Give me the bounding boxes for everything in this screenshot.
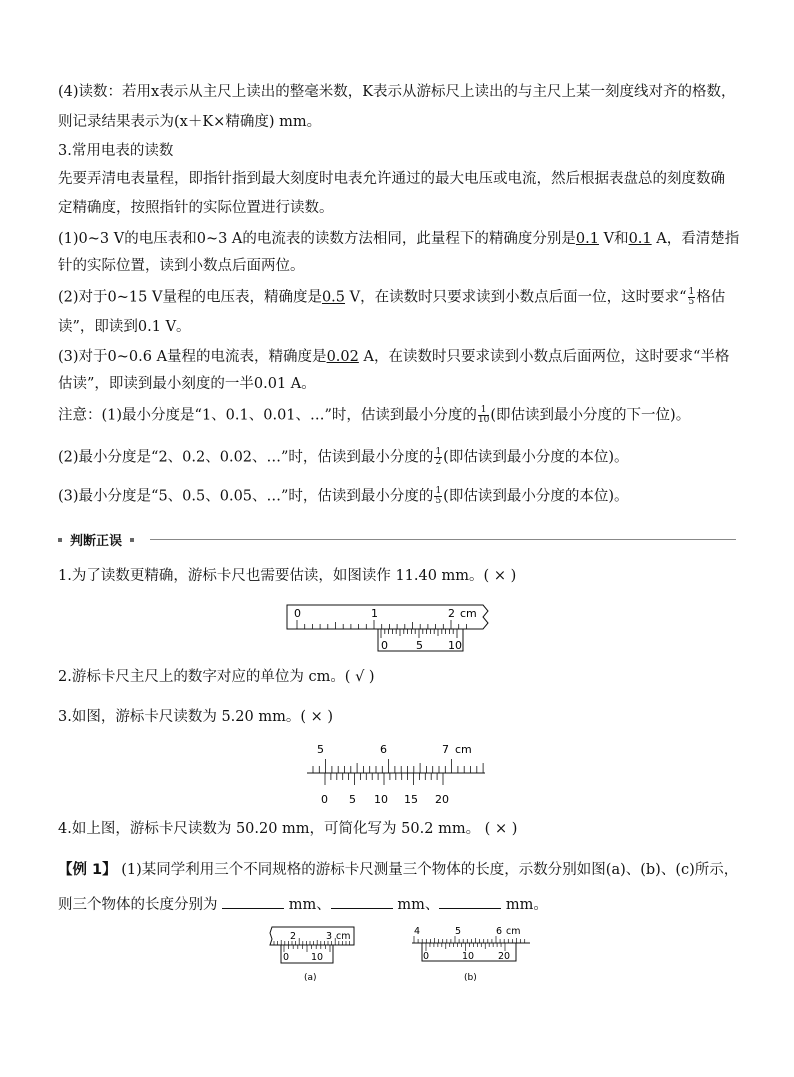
question-2: 2.游标卡尺主尺上的数字对应的单位为 cm。( √ ) xyxy=(58,669,375,685)
vernier-label-20: 20 xyxy=(498,951,511,962)
para-06a-meter-2: 估读”，即读到最小刻度的一半0.01 A。 xyxy=(58,376,316,392)
main-label-3: 3 xyxy=(326,931,333,942)
note-division-1: 注意：(1)最小分度是“1、0.1、0.01、…”时，估读到最小分度的 $\frac{1}{10}$ (即估读到最小分度的下一位)。 xyxy=(58,405,691,425)
vernier-label-15: 15 xyxy=(404,793,418,806)
question-4: 4.如上图，游标卡尺读数为 50.20 mm，可简化写为 50.2 mm。 ( × ) xyxy=(58,821,518,837)
vernier-label-5: 5 xyxy=(416,639,423,652)
main-label-6: 6 xyxy=(380,743,387,756)
question-1: 1.为了读数更精确，游标卡尺也需要估读，如图读作 11.40 mm。( × ) xyxy=(58,568,517,584)
note-division-2: (2)最小分度是“2、0.2、0.02、…”时，估读到最小分度的 $\frac{1}{2}$ (即估读到最小分度的本位)。 xyxy=(58,447,629,467)
vernier-label-0: 0 xyxy=(283,952,290,963)
section-heading: 判断正误 xyxy=(58,530,134,549)
figure-caliper-b xyxy=(410,925,540,989)
unit-label: cm xyxy=(336,931,351,942)
main-label-5: 5 xyxy=(317,743,324,756)
main-label-6: 6 xyxy=(496,926,503,937)
vernier-label-10: 10 xyxy=(448,639,462,652)
figure-caliper-a xyxy=(268,925,360,989)
example-1-line-2: 则三个物体的长度分别为 mm、 mm、 mm。 xyxy=(58,897,548,913)
para-meter-range-2: 定精确度，按照指针的实际位置进行读数。 xyxy=(58,200,334,216)
para-3v-meter-1: (1)0~3 V的电压表和0~3 A的电流表的读数方法相同，此量程下的精确度分别是0.1 V和0.1 A，看清楚指 xyxy=(58,231,740,247)
vernier-label-20: 20 xyxy=(435,793,449,806)
main-scale-outline xyxy=(287,605,488,629)
question-3: 3.如图，游标卡尺读数为 5.20 mm。( × ) xyxy=(58,709,334,725)
answer-blank-c[interactable] xyxy=(439,896,501,909)
answer-blank-b[interactable] xyxy=(331,896,393,909)
caption-a: (a) xyxy=(304,973,317,983)
note-division-5: (3)最小分度是“5、0.5、0.05、…”时，估读到最小分度的 $\frac{1}{5}$ (即估读到最小分度的本位)。 xyxy=(58,486,629,506)
main-label-2: 2 xyxy=(290,931,297,942)
unit-label: cm xyxy=(460,607,477,620)
main-label-5: 5 xyxy=(455,926,462,937)
vernier-label-0: 0 xyxy=(423,951,430,962)
vernier-label-10: 10 xyxy=(374,793,388,806)
para-3v-meter-2: 针的实际位置，读到小数点后面两位。 xyxy=(58,258,305,274)
para-reading-formula-1: (4)读数：若用x表示从主尺上读出的整毫米数，K表示从游标尺上读出的与主尺上某一刻度线对齐的格数， xyxy=(58,84,736,100)
para-15v-meter-1: (2)对于0~15 V量程的电压表，精确度是0.5 V，在读数时只要求读到小数点后面一位，这时要求“ $\frac{1}{5}$ 格估 xyxy=(58,287,726,307)
vernier-label-10: 10 xyxy=(462,951,475,962)
main-label-4: 4 xyxy=(414,926,421,937)
vernier-label-10: 10 xyxy=(311,952,324,963)
unit-label: cm xyxy=(506,926,521,937)
main-label-7: 7 xyxy=(442,743,449,756)
vernier-label-0: 0 xyxy=(381,639,388,652)
main-label-2: 2 xyxy=(448,607,455,620)
main-label-1: 1 xyxy=(371,607,378,620)
caption-b: (b) xyxy=(464,973,477,983)
figure-caliper-1 xyxy=(285,603,495,659)
bullet-square-icon xyxy=(58,538,62,542)
figure-caliper-2 xyxy=(305,741,495,811)
main-label-0: 0 xyxy=(294,607,301,620)
answer-blank-a[interactable] xyxy=(222,896,284,909)
para-15v-meter-2: 读”，即读到0.1 V。 xyxy=(58,319,191,335)
unit-label: cm xyxy=(455,743,472,756)
section-divider xyxy=(150,539,736,540)
example-1-line-1: 【例 1】 (1)某同学利用三个不同规格的游标卡尺测量三个物体的长度，示数分别如图(a)、(b)、(c)所示， xyxy=(58,862,739,878)
vernier-label-5: 5 xyxy=(349,793,356,806)
bullet-square-icon xyxy=(130,538,134,542)
para-reading-formula-2: 则记录结果表示为(x＋K×精确度) mm。 xyxy=(58,114,322,130)
para-meter-range-1: 先要弄清电表量程，即指针指到最大刻度时电表允许通过的最大电压或电流，然后根据表盘总的刻度数确 xyxy=(58,171,725,187)
heading-meter-reading: 3.常用电表的读数 xyxy=(58,143,174,159)
vernier-label-0: 0 xyxy=(321,793,328,806)
para-06a-meter-1: (3)对于0~0.6 A量程的电流表，精确度是0.02 A，在读数时只要求读到小数点后面两位，这时要求“半格 xyxy=(58,349,730,365)
